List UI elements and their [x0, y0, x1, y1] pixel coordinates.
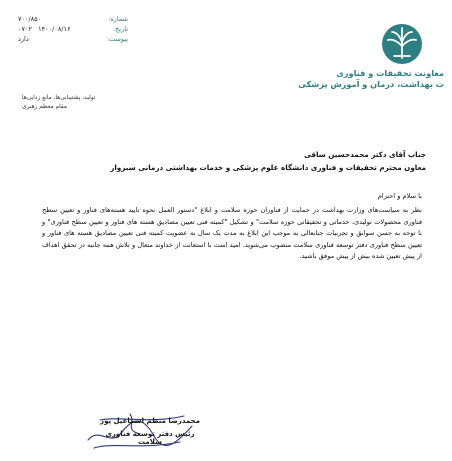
- signature-scribble: [80, 396, 200, 456]
- letterhead-line-2: ت بهداشت، درمان و آموزش پزشکی: [298, 79, 444, 89]
- slogan-note: [22, 94, 142, 112]
- letter-date-values: [18, 24, 70, 34]
- letter-attachment-row: [18, 34, 128, 44]
- letter-number-label: شماره:: [108, 15, 128, 23]
- letter-date-label: تاریخ:: [112, 25, 128, 33]
- addressee-block: [46, 148, 426, 174]
- letter-date-extra: ۰۷۰۲: [18, 25, 32, 33]
- addressee-position: معاون محترم تحقیقات و فناوری دانشگاه علوم پزشکی و خدمات بهداشتی درمانی سبزوار: [110, 163, 426, 172]
- letter-number-value: ۷۰۰/۸۵۰: [18, 15, 42, 23]
- signatory-name: محمدرضا منظم اسماعیل پور: [100, 417, 200, 425]
- letter-number-row: [18, 14, 128, 24]
- tree-icon: [310, 22, 430, 70]
- slogan-line-1: تولید، پشتیبانی‌ها، مانع زدایی‌ها: [22, 95, 96, 101]
- signature-mark: [80, 396, 200, 456]
- slogan-line-2: مقام معظم رهبری: [22, 104, 67, 110]
- greeting: با سلام و احترام: [377, 192, 422, 200]
- letter-date-value: ۱۴۰۰/۰۸/۱۶: [38, 25, 71, 33]
- letterhead-line-1: معاونت تحقیقات و فناوری: [336, 68, 444, 78]
- addressee-name: جناب آقای دکتر محمدحسین ساقی: [303, 150, 426, 159]
- signatory-title: رئیس دفتر توسعه فناوری سلامت: [105, 430, 195, 446]
- letterhead-title: [274, 68, 444, 90]
- letter-meta: [18, 14, 128, 44]
- letter-date-row: [18, 24, 128, 34]
- letter-attachment-label: پیوست:: [106, 35, 128, 43]
- letter-attachment-value: دارد: [18, 35, 29, 43]
- letter-body: نظر به سیاست‌های وزارت بهداشت در حمایت از فناوران حوزه سلامت و ابلاغ "دستور العمل نحوه تایید هسته‌های فناور و تعیین سطح فناوری محصولات تولیدی، خدماتی و تحقیقاتی حوزه سلامت" و تشکیل "کمیته فنی تعیین مصادیق هسته های فناور و تعیین سطح فناوری" و با توجه به حسن سوابق و تجربیات جنابعالی به موجب این ابلاغ به مدت یک سال به عضویت کمیته فنی تعیین مصادیق هسته های فناور و تعیین سطح فناوری دفتر توسعه فناوری سلامت منصوب می‌شوید. امید است با استعانت از خداوند متعال و تلاش همه جانبه در تحقق اهداف از پیش تعیین شده بیش از پیش موفق باشید.: [42, 206, 422, 261]
